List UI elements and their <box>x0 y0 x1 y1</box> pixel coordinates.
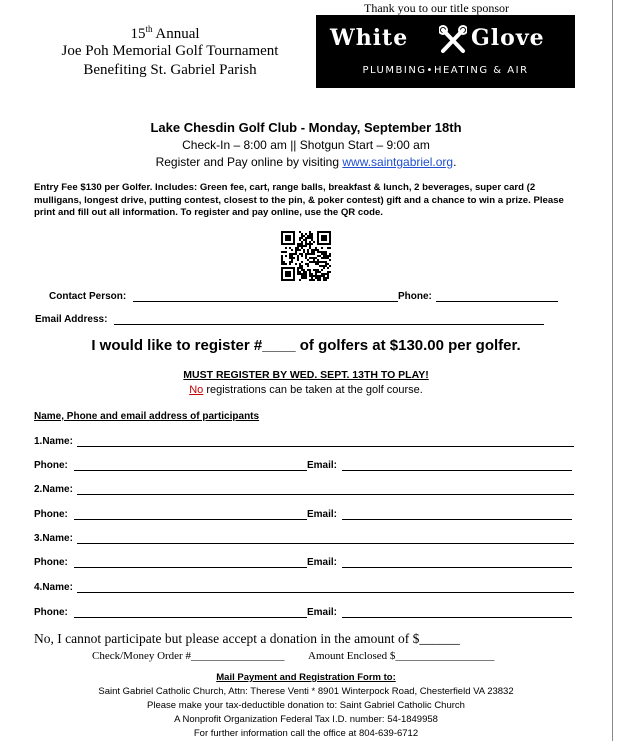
annual-number: 15 <box>130 26 146 42</box>
register-prefix: I would like to register # <box>91 337 263 354</box>
register-online-line <box>0 155 612 169</box>
check-number-field[interactable]: _________________ <box>190 650 285 662</box>
event-times: Check-In – 8:00 am || Shotgun Start – 9:00 am <box>182 138 430 152</box>
contact-person-field[interactable] <box>133 301 398 302</box>
participant-3-email-field[interactable] <box>342 567 572 568</box>
amount-enclosed-line <box>308 650 494 662</box>
participant-2-email-field[interactable] <box>342 519 572 520</box>
participant-4-name-label: 4.Name: <box>34 582 73 593</box>
register-online-text: Register and Pay online by visiting <box>155 155 343 169</box>
contact-person-label: Contact Person: <box>49 291 127 302</box>
participants-heading: Name, Phone and email address of participants <box>34 411 260 422</box>
participant-1-phone-field[interactable] <box>74 470 307 471</box>
participant-3-name-label: 3.Name: <box>34 533 73 544</box>
participant-1-name-field[interactable] <box>77 446 574 447</box>
participant-3-name-field[interactable] <box>77 543 574 544</box>
participant-4-phone-field[interactable] <box>74 617 307 618</box>
tournament-annual-line <box>35 24 295 43</box>
register-golfers-line <box>0 337 612 354</box>
participant-4-name-field[interactable] <box>77 592 574 593</box>
event-venue-date: Lake Chesdin Golf Club - Monday, September 18th <box>150 120 462 135</box>
participant-2-name-field[interactable] <box>77 494 574 495</box>
tournament-title: Joe Poh Memorial Golf Tournament <box>61 43 279 59</box>
participant-2-phone-label: Phone: <box>34 509 68 520</box>
crossed-wrench-icon <box>439 25 467 55</box>
no-word: No <box>189 384 204 396</box>
donation-offer-line: No, I cannot participate but please accept a donation in the amount of $______ <box>34 631 460 646</box>
logo-word-left: White <box>330 25 409 51</box>
logo-tagline: PLUMBING•HEATING & AIR <box>362 65 529 76</box>
participant-3-email-label: Email: <box>307 557 338 568</box>
amount-enclosed-field[interactable]: __________________ <box>395 650 495 662</box>
participant-2-phone-field[interactable] <box>74 519 307 520</box>
participant-3-phone-field[interactable] <box>74 567 307 568</box>
no-onsite-registration-notice <box>0 384 612 396</box>
participant-1-phone-label: Phone: <box>34 460 68 471</box>
page-edge-line <box>612 0 613 741</box>
donation-payee-line: Please make your tax-deductible donation to: Saint Gabriel Catholic Church <box>147 700 465 711</box>
check-money-order-line <box>92 650 284 662</box>
participant-4-email-label: Email: <box>307 607 338 618</box>
tax-id-line: A Nonprofit Organization Federal Tax I.D. number: 54-1849958 <box>174 714 438 725</box>
participant-1-email-field[interactable] <box>342 470 572 471</box>
participant-4-email-field[interactable] <box>342 617 572 618</box>
website-link[interactable]: www.saintgabriel.org <box>342 155 454 169</box>
participant-1-email-label: Email: <box>307 460 338 471</box>
annual-word: Annual <box>155 26 200 42</box>
mailing-address: Saint Gabriel Catholic Church, Attn: Therese Venti * 8901 Winterpock Road, Chesterfield VA 23832 <box>98 686 514 697</box>
sponsor-note: Thank you to our title sponsor <box>364 1 509 15</box>
register-online-period: . <box>453 155 457 169</box>
logo-word-right: Glove <box>471 25 545 51</box>
contact-phone-field[interactable] <box>436 301 558 302</box>
tournament-benefit: Benefiting St. Gabriel Parish <box>83 62 257 78</box>
sponsor-logo <box>316 15 575 88</box>
mail-payment-heading: Mail Payment and Registration Form to: <box>216 672 396 683</box>
office-phone-line: For further information call the office at 804-639-6712 <box>193 728 419 739</box>
check-number-label: Check/Money Order # <box>92 650 191 662</box>
no-onsite-text: registrations can be taken at the golf course. <box>203 384 423 396</box>
participant-2-name-label: 2.Name: <box>34 484 73 495</box>
contact-phone-label: Phone: <box>398 291 432 302</box>
participant-3-phone-label: Phone: <box>34 557 68 568</box>
annual-suffix: th <box>145 24 153 34</box>
participant-4-phone-label: Phone: <box>34 607 68 618</box>
participant-1-name-label: 1.Name: <box>34 436 73 447</box>
entry-fee-description: Entry Fee $130 per Golfer. Includes: Green fee, cart, range balls, breakfast & lunch, 2 beverages, super card (2 mulligans, longest drive, putting contest, closest to the pin, & poker contest) gift and a chance to win a prize. Please print and fill out all information. To register and pay online, use the QR code. <box>34 182 564 218</box>
email-address-label: Email Address: <box>35 314 108 325</box>
register-suffix: of golfers at $130.00 per golfer. <box>295 337 521 354</box>
email-address-field[interactable] <box>114 324 544 325</box>
deadline-notice: MUST REGISTER BY WED. SEPT. 13TH TO PLAY! <box>183 369 429 381</box>
qr-code[interactable] <box>281 231 331 281</box>
amount-enclosed-label: Amount Enclosed $ <box>308 650 396 662</box>
golfer-count-field[interactable]: ____ <box>262 337 296 354</box>
participant-2-email-label: Email: <box>307 509 338 520</box>
